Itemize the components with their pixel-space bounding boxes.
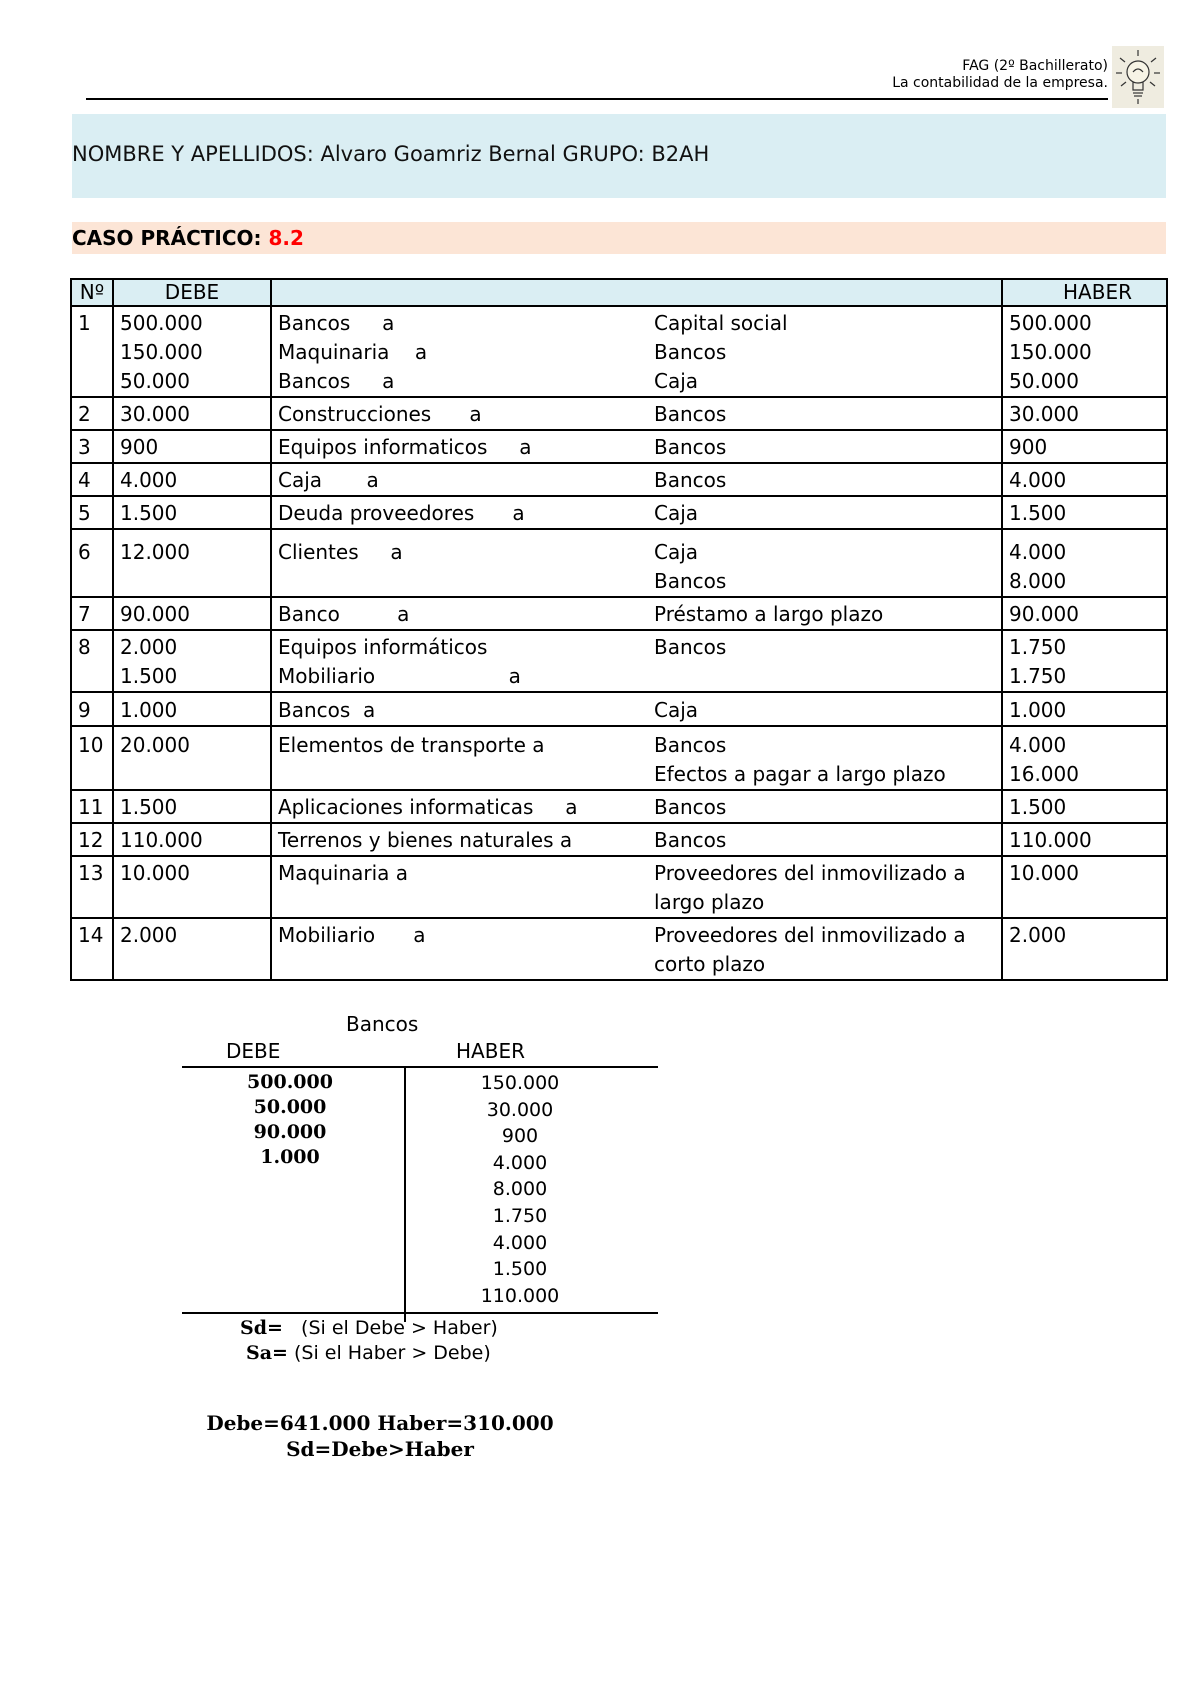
journal-line: Construcciones a xyxy=(278,402,482,426)
journal-line: Proveedores del inmovilizado a xyxy=(654,923,966,947)
journal-line: Bancos xyxy=(654,569,727,593)
journal-line: 1.000 xyxy=(120,698,178,722)
journal-cell-cont xyxy=(648,790,1002,823)
journal-line: 500.000 xyxy=(1009,311,1092,335)
t-account-top-rule xyxy=(182,1066,658,1068)
journal-cell-cont xyxy=(648,597,1002,630)
journal-line: Bancos xyxy=(654,733,727,757)
journal-line: 50.000 xyxy=(120,369,190,393)
journal-cell-haber xyxy=(1002,496,1167,529)
journal-cell-haber xyxy=(1002,463,1167,496)
journal-line: Elementos de transporte a xyxy=(278,733,545,757)
header-debe: DEBE xyxy=(113,279,271,306)
journal-line: largo plazo xyxy=(654,890,765,914)
journal-line: 4.000 xyxy=(1009,468,1067,492)
t-account-divider xyxy=(404,1066,406,1322)
journal-line: 30.000 xyxy=(1009,402,1079,426)
journal-line: 1.000 xyxy=(1009,698,1067,722)
journal-row xyxy=(71,306,1167,397)
t-haber-value: 8.000 xyxy=(492,1178,548,1201)
journal-line: Maquinaria a xyxy=(278,861,409,885)
journal-cell-cont xyxy=(648,692,1002,726)
journal-line: Bancos a xyxy=(278,698,376,722)
journal-cell-debe xyxy=(113,463,271,496)
journal-line: 10.000 xyxy=(120,861,190,885)
case-bar xyxy=(72,222,1166,254)
journal-line: Bancos xyxy=(654,402,727,426)
t-haber-value: 4.000 xyxy=(492,1151,548,1174)
journal-line: 900 xyxy=(1009,435,1048,459)
journal-cell-haber xyxy=(1002,597,1167,630)
journal-cell-cont xyxy=(648,306,1002,397)
balance-notes xyxy=(240,1316,498,1366)
journal-line: 1.750 xyxy=(1009,635,1067,659)
t-debe-value: 500.000 xyxy=(247,1071,333,1093)
journal-line: 10.000 xyxy=(1009,861,1079,885)
journal-line: Terrenos y bienes naturales a xyxy=(278,828,573,852)
t-debe-value: 50.000 xyxy=(253,1096,327,1118)
journal-cell-desc xyxy=(271,529,648,597)
t-account-bancos xyxy=(182,1012,658,1312)
journal-cell-cont xyxy=(648,856,1002,918)
student-name: NOMBRE Y APELLIDOS: Alvaro Goamriz Bernal GRUPO: B2AH xyxy=(72,142,710,166)
journal-line: Caja a xyxy=(278,468,379,492)
journal-row xyxy=(71,630,1167,692)
journal-cell-haber xyxy=(1002,306,1167,397)
journal-cell-haber xyxy=(1002,529,1167,597)
journal-line: Préstamo a largo plazo xyxy=(654,602,884,626)
journal-line: 500.000 xyxy=(120,311,203,335)
journal-line: Banco a xyxy=(278,602,410,626)
journal-line: Bancos xyxy=(654,828,727,852)
journal-line: 4.000 xyxy=(1009,540,1067,564)
header-num: Nº xyxy=(71,279,113,306)
journal-cell-debe xyxy=(113,856,271,918)
header-concept xyxy=(271,279,1002,306)
journal-cell-cont xyxy=(648,529,1002,597)
journal-line: 1.500 xyxy=(120,795,178,819)
journal-cell-haber xyxy=(1002,630,1167,692)
journal-cell-cont xyxy=(648,463,1002,496)
journal-line: 8.000 xyxy=(1009,569,1067,593)
journal-cell-haber xyxy=(1002,726,1167,790)
journal-cell-debe xyxy=(113,918,271,980)
journal-row xyxy=(71,692,1167,726)
t-debe-value: 1.000 xyxy=(260,1146,320,1168)
t-haber-value: 1.500 xyxy=(492,1258,548,1281)
journal-line: Proveedores del inmovilizado a xyxy=(654,861,966,885)
journal-cell-desc xyxy=(271,726,648,790)
journal-row xyxy=(71,918,1167,980)
sd-label: Sd= xyxy=(240,1317,283,1339)
journal-cell-cont xyxy=(648,823,1002,856)
journal-row xyxy=(71,597,1167,630)
t-haber-value: 4.000 xyxy=(492,1231,548,1254)
t-account-debe-label: DEBE xyxy=(226,1039,281,1063)
journal-line: 2.000 xyxy=(1009,923,1067,947)
journal-line: 20.000 xyxy=(120,733,190,757)
journal-cell-desc xyxy=(271,790,648,823)
journal-cell-haber xyxy=(1002,397,1167,430)
journal-cell-num: 4 xyxy=(71,463,113,496)
t-haber-value: 150.000 xyxy=(480,1072,560,1094)
t-account-haber-values xyxy=(460,1070,580,1309)
summary-totals: Debe=641.000 Haber=310.000 xyxy=(206,1411,554,1435)
journal-cell-num: 2 xyxy=(71,397,113,430)
t-haber-value: 30.000 xyxy=(486,1098,554,1121)
journal-cell-desc xyxy=(271,496,648,529)
journal-cell-num: 5 xyxy=(71,496,113,529)
journal-cell-debe xyxy=(113,790,271,823)
journal-cell-num: 1 xyxy=(71,306,113,397)
sd-text: (Si el Debe > Haber) xyxy=(282,1317,498,1339)
journal-line: corto plazo xyxy=(654,952,766,976)
journal-row xyxy=(71,430,1167,463)
t-haber-value: 110.000 xyxy=(480,1284,560,1307)
journal-line: Equipos informaticos a xyxy=(278,435,532,459)
t-debe-value: 90.000 xyxy=(253,1121,327,1143)
journal-line: 1.500 xyxy=(120,664,178,688)
journal-cell-desc xyxy=(271,430,648,463)
journal-cell-debe xyxy=(113,692,271,726)
journal-cell-desc xyxy=(271,306,648,397)
journal-line: 2.000 xyxy=(120,635,178,659)
journal-cell-desc xyxy=(271,630,648,692)
journal-line: Bancos xyxy=(654,468,727,492)
journal-cell-debe xyxy=(113,397,271,430)
sa-note xyxy=(240,1341,498,1366)
sa-text: (Si el Haber > Debe) xyxy=(287,1342,491,1364)
journal-cell-num: 14 xyxy=(71,918,113,980)
journal-line: Caja xyxy=(654,540,699,564)
case-label: CASO PRÁCTICO: xyxy=(72,226,269,250)
sa-label: Sa= xyxy=(246,1342,288,1364)
journal-line: Caja xyxy=(654,698,699,722)
page-header xyxy=(86,52,1108,100)
journal-cell-debe xyxy=(113,726,271,790)
journal-cell-num: 6 xyxy=(71,529,113,597)
journal-cell-haber xyxy=(1002,790,1167,823)
case-title xyxy=(72,226,304,250)
journal-line: 110.000 xyxy=(1009,828,1092,852)
journal-cell-desc xyxy=(271,463,648,496)
journal-line: Maquinaria a xyxy=(278,340,428,364)
journal-cell-debe xyxy=(113,630,271,692)
t-account-title: Bancos xyxy=(346,1012,419,1036)
journal-line: Bancos a xyxy=(278,369,395,393)
journal-cell-desc xyxy=(271,856,648,918)
journal-cell-debe xyxy=(113,430,271,463)
t-account-bottom-rule xyxy=(182,1312,658,1314)
journal-line: 1.750 xyxy=(1009,664,1067,688)
journal-cell-desc xyxy=(271,692,648,726)
balance-summary xyxy=(0,1410,760,1462)
journal-row xyxy=(71,856,1167,918)
journal-cell-cont xyxy=(648,430,1002,463)
journal-cell-desc xyxy=(271,597,648,630)
journal-cell-num: 10 xyxy=(71,726,113,790)
journal-line: 90.000 xyxy=(1009,602,1079,626)
journal-cell-num: 3 xyxy=(71,430,113,463)
journal-cell-debe xyxy=(113,496,271,529)
journal-line: Equipos informáticos xyxy=(278,635,488,659)
journal-cell-cont xyxy=(648,496,1002,529)
journal-cell-cont xyxy=(648,726,1002,790)
journal-row xyxy=(71,823,1167,856)
journal-line: Bancos a xyxy=(278,311,395,335)
t-account-debe-values xyxy=(222,1070,358,1170)
lightbulb-icon xyxy=(1112,46,1164,108)
header-course: FAG (2º Bachillerato) xyxy=(962,58,1108,74)
journal-cell-cont xyxy=(648,630,1002,692)
journal-line: 150.000 xyxy=(120,340,203,364)
journal-line: 16.000 xyxy=(1009,762,1079,786)
t-haber-value: 900 xyxy=(501,1125,539,1148)
case-number: 8.2 xyxy=(268,226,304,250)
journal-line: 4.000 xyxy=(1009,733,1067,757)
journal-line: Deuda proveedores a xyxy=(278,501,525,525)
journal-line: 12.000 xyxy=(120,540,190,564)
journal-line: 4.000 xyxy=(120,468,178,492)
journal-line: 1.500 xyxy=(120,501,178,525)
journal-row xyxy=(71,397,1167,430)
student-bar xyxy=(72,114,1166,198)
journal-header-row xyxy=(71,279,1167,306)
journal-cell-debe xyxy=(113,823,271,856)
summary-result: Sd=Debe>Haber xyxy=(286,1437,474,1461)
journal-cell-cont xyxy=(648,918,1002,980)
journal-row xyxy=(71,463,1167,496)
journal-cell-desc xyxy=(271,918,648,980)
header-text xyxy=(892,58,1108,92)
journal-cell-desc xyxy=(271,823,648,856)
journal-cell-num: 12 xyxy=(71,823,113,856)
journal-row xyxy=(71,726,1167,790)
journal-line: Bancos xyxy=(654,635,727,659)
journal-line: Clientes a xyxy=(278,540,403,564)
journal-cell-debe xyxy=(113,597,271,630)
journal-cell-num: 11 xyxy=(71,790,113,823)
journal-line: Mobiliario a xyxy=(278,923,426,947)
journal-line: Bancos xyxy=(654,795,727,819)
journal-cell-cont xyxy=(648,397,1002,430)
journal-row xyxy=(71,529,1167,597)
journal-cell-haber xyxy=(1002,918,1167,980)
journal-line: 1.500 xyxy=(1009,501,1067,525)
journal-line: Capital social xyxy=(654,311,788,335)
journal-line: Caja xyxy=(654,369,699,393)
t-account-haber-label: HABER xyxy=(456,1039,525,1063)
journal-line: 900 xyxy=(120,435,159,459)
journal-cell-debe xyxy=(113,306,271,397)
journal-line: 30.000 xyxy=(120,402,190,426)
journal-line: 50.000 xyxy=(1009,369,1079,393)
journal-cell-haber xyxy=(1002,430,1167,463)
journal-cell-debe xyxy=(113,529,271,597)
journal-line: Aplicaciones informaticas a xyxy=(278,795,578,819)
journal-table xyxy=(70,278,1168,981)
journal-cell-desc xyxy=(271,397,648,430)
journal-line: Bancos xyxy=(654,435,727,459)
journal-cell-haber xyxy=(1002,692,1167,726)
journal-line: 1.500 xyxy=(1009,795,1067,819)
journal-cell-haber xyxy=(1002,856,1167,918)
journal-cell-num: 7 xyxy=(71,597,113,630)
journal-line: Caja xyxy=(654,501,699,525)
journal-cell-num: 8 xyxy=(71,630,113,692)
journal-row xyxy=(71,496,1167,529)
journal-body xyxy=(71,306,1167,980)
journal-line: Efectos a pagar a largo plazo xyxy=(654,762,946,786)
header-haber: HABER xyxy=(1002,279,1167,306)
journal-line: 90.000 xyxy=(120,602,190,626)
journal-line: 2.000 xyxy=(120,923,178,947)
header-subject: La contabilidad de la empresa. xyxy=(892,75,1108,91)
journal-line: Bancos xyxy=(654,340,727,364)
journal-cell-num: 13 xyxy=(71,856,113,918)
journal-cell-haber xyxy=(1002,823,1167,856)
journal-line: 110.000 xyxy=(120,828,203,852)
journal-cell-num: 9 xyxy=(71,692,113,726)
t-haber-value: 1.750 xyxy=(492,1204,548,1227)
sd-note xyxy=(240,1316,498,1341)
journal-line: Mobiliario a xyxy=(278,664,521,688)
journal-row xyxy=(71,790,1167,823)
journal-line: 150.000 xyxy=(1009,340,1092,364)
